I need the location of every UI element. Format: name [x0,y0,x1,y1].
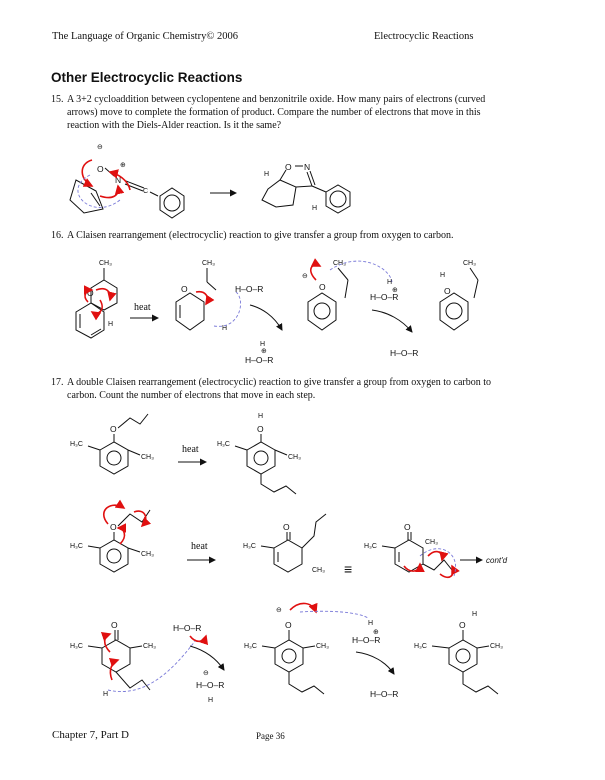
atom-h: H [387,279,393,286]
methyl-label: H₃C [217,441,230,448]
methyl-label: CH₃ [333,260,346,267]
hor-reagent: H–O–R [370,689,399,699]
atom-o: O [110,424,117,434]
contd-label: cont'd [486,556,508,565]
dashed-bond [300,611,368,618]
phenol-ring [308,293,336,330]
atom-h: H [472,611,478,618]
atom-h: H [103,691,109,698]
curved-arrow [311,265,320,280]
question-line: carbon. Count the number of electrons that move in each step. [67,390,316,401]
atom-h: H [108,321,114,328]
plus-charge: ⊕ [392,287,398,294]
minus-charge: ⊖ [203,670,209,677]
hor-reagent: H–O–R [352,635,381,645]
question-number: 15. [51,94,64,105]
atom-h: H [368,620,374,627]
atom-o: O [110,522,117,532]
methyl-label: CH₃ [425,539,438,546]
hor-reagent: H–O–R [173,623,202,633]
curved-arrow [428,552,442,560]
atom-o: O [404,522,411,532]
question-line: arrows) move to complete the formation of product. Compare the number of electrons that move in this [67,107,481,118]
atom-o: O [87,288,94,298]
question-line: reaction with the Diels-Alder reaction. Is it the same? [67,120,282,131]
curved-arrow [100,186,118,198]
methyl-label: CH₃ [288,454,301,461]
methyl-label: H₃C [70,441,83,448]
header-section: Electrocyclic Reactions [374,31,474,42]
q15-product [262,162,350,213]
atom-h: H [208,697,214,704]
q17-row1-reactant [70,414,154,474]
atom-h: H [222,325,228,332]
methyl-label: CH₃ [141,454,154,461]
q17-row2-intermediate [243,514,326,574]
curved-arrow [290,603,316,612]
atom-o: O [319,282,326,292]
atom-o: O [97,164,104,174]
q17-row2-reactant [70,505,154,572]
reaction-arrow [250,305,282,330]
allyl-chain [289,672,324,694]
allyl-chain [302,514,326,548]
methyl-label: H₃C [244,643,257,650]
hor-reagent: H–O–R [245,355,274,365]
hor-reagent: H–O–R [196,680,225,690]
curved-arrow [96,289,110,300]
atom-o: O [257,424,264,434]
methyl-label: CH₃ [99,260,112,267]
methyl-label: H₃C [243,543,256,550]
question-line: A double Claisen rearrangement (electrocyclic) reaction to give transfer a group from oxygen to carbon to [67,377,491,388]
q16-step3 [302,260,418,358]
hor-reagent: H–O–R [390,348,419,358]
allyl-chain [463,672,498,694]
atom-h: H [258,413,264,420]
atom-o: O [111,620,118,630]
heat-label: heat [182,444,199,455]
atom-o: O [283,522,290,532]
plus-charge: ⊕ [120,162,126,169]
q17-row3-reagent [173,623,224,704]
q17-row3-reagent-b [352,620,398,699]
atom-n: N [304,162,311,172]
q15-reactants [70,144,184,218]
dashed-bond [420,549,456,576]
atom-o: O [444,286,451,296]
methyl-label: CH₃ [141,551,154,558]
phenol-ring [449,640,477,672]
curved-arrow [82,160,92,186]
methyl-label: CH₃ [490,643,503,650]
minus-charge: ⊖ [97,144,103,151]
benzene-ring [100,442,128,474]
q16-product [440,260,478,330]
q17-row3-product [414,611,503,694]
question-number: 17. [51,377,64,388]
allyl-chain [423,560,452,570]
question-line: A Claisen rearrangement (electrocyclic) reaction to give transfer a group from oxygen to carbon. [67,230,454,241]
reaction-arrow [190,646,224,670]
allyl-chain [261,474,296,494]
q17-row1-product [217,413,301,494]
plus-charge: ⊕ [261,348,267,355]
footer-page: Page 36 [256,731,285,741]
benzene-ring [100,540,128,572]
heat-label: heat [134,302,151,313]
atom-h: H [312,205,318,212]
curved-arrow [440,566,453,577]
methyl-label: CH₃ [202,260,215,267]
q17-row3-step2 [244,603,368,694]
equivalence-sign: ≡ [344,561,353,577]
section-title: Other Electrocyclic Reactions [51,70,243,85]
curved-arrow [105,634,110,652]
header-title: The Language of Organic Chemistry© 2006 [52,31,238,42]
atom-h: H [440,272,446,279]
q16-step1 [76,260,117,338]
atom-c: C [143,188,149,195]
q16-step2 [176,260,282,365]
fused-ring [262,180,296,207]
minus-charge: ⊖ [302,273,308,280]
methyl-label: H₃C [70,643,83,650]
methyl-label: H₃C [364,543,377,550]
curved-arrow [190,636,206,641]
footer-chapter: Chapter 7, Part D [52,729,129,741]
atom-o: O [459,620,466,630]
atom-h: H [264,171,270,178]
methyl-label: CH₃ [143,643,156,650]
phenol-ring [440,293,468,330]
allyl-chain [116,672,150,690]
methyl-label: CH₃ [316,643,329,650]
benzene-ring [247,442,275,474]
methyl-label: H₃C [414,643,427,650]
atom-n: N [115,175,122,185]
minus-charge: ⊖ [276,607,282,614]
reaction-arrow [372,310,412,332]
hor-reagent: H–O–R [235,284,264,294]
heat-label: heat [191,541,208,552]
methyl-label: CH₃ [463,260,476,267]
atom-o: O [285,620,292,630]
atom-o: O [285,162,292,172]
question-number: 16. [51,230,64,241]
atom-h: H [260,341,266,348]
hor-reagent: H–O–R [370,292,399,302]
methyl-label: H₃C [70,543,83,550]
methyl-label: CH₃ [312,567,325,574]
curved-arrow [118,528,124,544]
question-line: A 3+2 cycloaddition between cyclopentene and benzonitrile oxide. How many pairs of electrons (curved [67,94,486,105]
phenol-ring [275,640,303,672]
dashed-bond [214,292,241,326]
plus-charge: ⊕ [373,629,379,636]
allyl-chain [118,414,148,428]
reaction-arrow [356,652,394,674]
q17-row2-intermediate-b [364,522,456,577]
atom-o: O [181,284,188,294]
cyclopentene-ring [70,180,103,213]
cyclohexadienone-ring [102,640,130,672]
